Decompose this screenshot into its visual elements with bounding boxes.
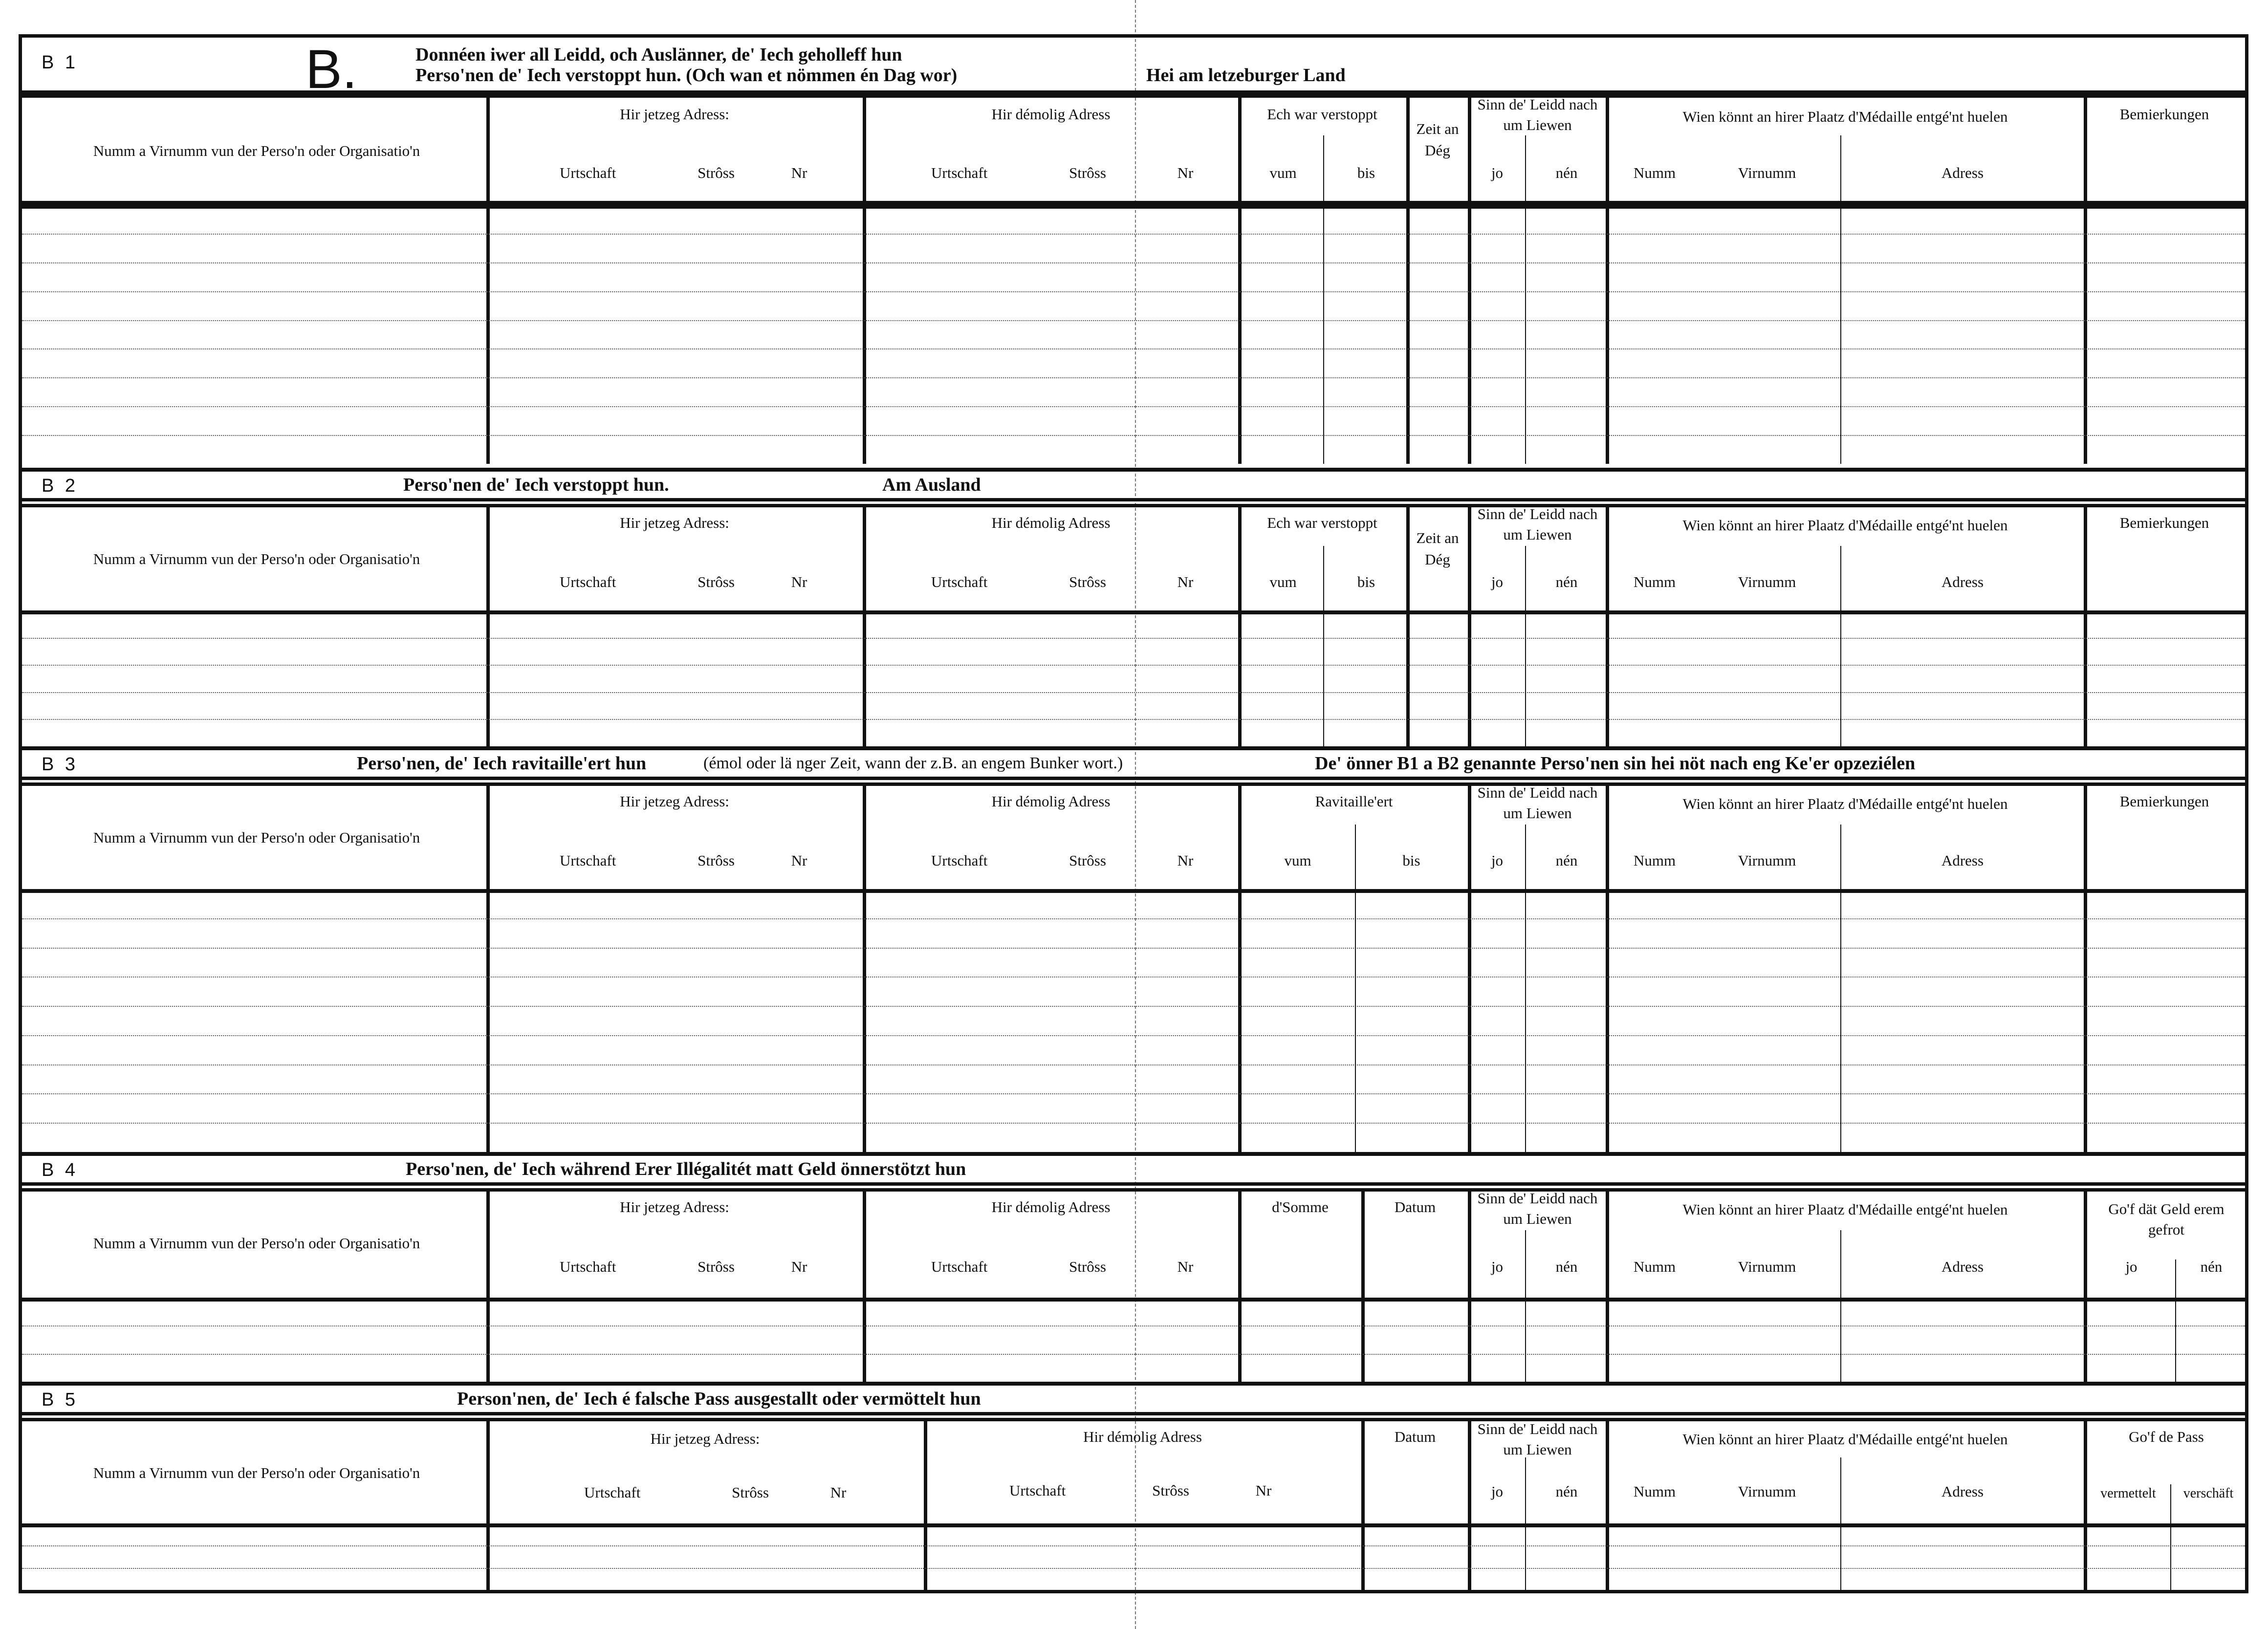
b4-entry-line [22, 1354, 2245, 1355]
b5-current-address-header: Hir jetzeg Adress: [650, 1430, 760, 1447]
b3-nr-label: Nr [791, 852, 807, 869]
b1-column-rule [486, 94, 490, 464]
b5-virnumm-adress-divider [1840, 1457, 1841, 1590]
b2-header-top-rule [22, 504, 2245, 507]
section-b2-title-bar [22, 468, 2245, 501]
b3-column-rule [1468, 782, 1471, 1152]
b4-urtschaft-label: Urtschaft [560, 1258, 616, 1275]
b1-urtschaft-label: Urtschaft [560, 164, 616, 181]
b2-column-rule [2084, 504, 2087, 746]
b3-nr-label-2: Nr [1177, 852, 1194, 869]
b5-medal-header: Wien könnt an hirer Plaatz d'Médaille entgé'nt huelen [1682, 1431, 2008, 1448]
b1-jo-label: jo [1491, 164, 1504, 181]
b1-entry-line [22, 377, 2245, 378]
b4-geld-jo-nen-divider [2175, 1260, 2176, 1382]
b1-virnumm-adress-divider [1840, 135, 1841, 464]
b1-adress-label: Adress [1941, 164, 1984, 181]
b3-column-rule [1238, 782, 1242, 1152]
b4-nr-label-2: Nr [1177, 1258, 1194, 1275]
b3-entry-line [22, 1006, 2245, 1007]
b4-sinn-header: Sinn de' Leidd nach um Liewen [1477, 1190, 1598, 1227]
b5-stross-label: Strôss [732, 1484, 769, 1501]
b2-medal-header: Wien könnt an hirer Plaatz d'Médaille entgé'nt huelen [1682, 517, 2008, 534]
b3-virnumm-adress-divider [1840, 825, 1841, 1152]
b2-entry-line [22, 692, 2245, 693]
b1-nen-label: nén [1555, 164, 1578, 181]
b2-numm-label: Numm [1633, 573, 1676, 590]
b1-jo-nen-divider [1525, 135, 1526, 464]
b1-header-top-rule [22, 94, 2245, 98]
section-b1-body [22, 205, 2245, 464]
b1-name-column-header: Numm a Virnumm vun der Perso'n oder Organisatio'n [93, 142, 420, 159]
b1-column-rule [863, 94, 866, 464]
b4-current-address-header: Hir jetzeg Adress: [620, 1198, 729, 1216]
b3-medal-header: Wien könnt an hirer Plaatz d'Médaille entgé'nt huelen [1682, 795, 2008, 812]
b4-entry-line [22, 1325, 2245, 1326]
section-b1-title-line1: Donnéen iwer all Leidd, och Auslänner, de' Iech geholleff hun [415, 44, 902, 65]
b1-column-rule [2084, 94, 2087, 464]
b1-current-address-header: Hir jetzeg Adress: [620, 106, 729, 123]
b1-column-rule [1238, 94, 1242, 464]
section-b4-id: B 4 [42, 1160, 79, 1180]
b5-stross-label-2: Strôss [1152, 1482, 1189, 1499]
section-b1-id: B 1 [42, 52, 79, 73]
b5-adress-label: Adress [1941, 1483, 1984, 1500]
b3-urtschaft-label-2: Urtschaft [931, 852, 988, 869]
b3-vum-label: vum [1284, 852, 1311, 869]
b3-column-rule [863, 782, 866, 1152]
b5-jo-label: jo [1491, 1483, 1504, 1500]
b4-header-top-rule [22, 1188, 2245, 1192]
b1-nr-label: Nr [791, 164, 807, 181]
b4-numm-label: Numm [1633, 1258, 1676, 1275]
b2-column-rule [1606, 504, 1609, 746]
b4-column-rule [1606, 1188, 1609, 1382]
b3-urtschaft-label: Urtschaft [560, 852, 616, 869]
b1-entry-line [22, 291, 2245, 292]
b2-adress-label: Adress [1941, 573, 1984, 590]
b4-jo-label: jo [1491, 1258, 1504, 1275]
b4-geld-nen-label: nén [2200, 1258, 2223, 1275]
b2-jo-label: jo [1491, 573, 1504, 590]
b4-datum-header: Datum [1394, 1198, 1436, 1216]
b4-stross-label: Strôss [698, 1258, 735, 1275]
b3-former-address-header: Hir démolig Adress [991, 793, 1111, 810]
b3-entry-line [22, 1093, 2245, 1094]
b2-vum-bis-divider [1323, 546, 1324, 746]
b2-entry-line [22, 719, 2245, 720]
b5-nr-label-2: Nr [1255, 1482, 1272, 1499]
section-b4-title: Perso'nen, de' Iech während Erer Illégalitét matt Geld önnerstötzt hun [406, 1159, 966, 1179]
b5-column-rule [924, 1418, 927, 1590]
b1-column-rule [1468, 94, 1471, 464]
b3-ravitailleert-header: Ravitaille'ert [1315, 793, 1393, 810]
b4-urtschaft-label-2: Urtschaft [931, 1258, 988, 1275]
section-b3-title-a: Perso'nen, de' Iech ravitaille'ert hun [357, 753, 647, 774]
b2-nr-label: Nr [791, 573, 807, 590]
b4-column-rule [863, 1188, 866, 1382]
b3-bemierkungen-header: Bemierkungen [2119, 793, 2209, 810]
b2-bis-label: bis [1357, 573, 1375, 590]
section-b2-subtitle: Am Ausland [882, 475, 981, 495]
b5-pass-divider [2170, 1484, 2171, 1590]
b2-entry-line [22, 665, 2245, 666]
section-b5-title-bar [22, 1382, 2245, 1415]
b1-entry-line [22, 348, 2245, 349]
b1-entry-line [22, 234, 2245, 235]
b2-stross-label: Strôss [698, 573, 735, 590]
b2-nen-label: nén [1555, 573, 1578, 590]
section-b1 [22, 38, 2245, 468]
b1-column-rule [1406, 94, 1410, 464]
b5-column-rule [486, 1418, 490, 1590]
b3-column-rule [2084, 782, 2087, 1152]
b3-column-rule [1606, 782, 1609, 1152]
b5-urtschaft-label: Urtschaft [584, 1484, 641, 1501]
b5-header-bottom-rule [22, 1523, 2245, 1527]
b5-entry-line [22, 1545, 2245, 1546]
b1-entry-line [22, 435, 2245, 436]
b2-nr-label-2: Nr [1177, 573, 1194, 590]
b4-column-rule [1468, 1188, 1471, 1382]
b5-datum-header: Datum [1394, 1428, 1436, 1445]
section-b3-id: B 3 [42, 754, 79, 775]
b1-sinn-header: Sinn de' Leidd nach um Liewen [1477, 96, 1598, 133]
b1-bis-label: bis [1357, 164, 1375, 181]
section-b1-title-bar [22, 38, 2245, 100]
b2-stross-label-2: Strôss [1069, 573, 1106, 590]
b5-nen-label: nén [1555, 1483, 1578, 1500]
section-b2-id: B 2 [42, 476, 79, 496]
b1-vum-bis-divider [1323, 135, 1324, 464]
b4-column-rule [1361, 1188, 1365, 1382]
section-b2-title: Perso'nen de' Iech verstoppt hun. [403, 475, 669, 495]
b1-entry-line [22, 406, 2245, 407]
b1-vum-label: vum [1269, 164, 1297, 181]
b2-urtschaft-label-2: Urtschaft [931, 573, 988, 590]
b3-jo-label: jo [1491, 852, 1504, 869]
b3-header-bottom-rule [22, 889, 2245, 893]
b1-column-rule [1606, 94, 1609, 464]
section-b1-title-location: Hei am letzeburger Land [1146, 65, 1346, 86]
b4-name-column-header: Numm a Virnumm vun der Perso'n oder Organisatio'n [93, 1235, 420, 1252]
b4-virnumm-label: Virnumm [1738, 1258, 1796, 1275]
b2-entry-line [22, 638, 2245, 639]
b3-virnumm-label: Virnumm [1738, 852, 1796, 869]
b1-nr-label-2: Nr [1177, 164, 1194, 181]
b2-column-rule [863, 504, 866, 746]
b5-virnumm-label: Virnumm [1738, 1483, 1796, 1500]
b1-virnumm-label: Virnumm [1738, 164, 1796, 181]
b2-header-bottom-rule [22, 610, 2245, 614]
section-b3-title-bar [22, 746, 2245, 780]
b5-sinn-header: Sinn de' Leidd nach um Liewen [1477, 1420, 1598, 1458]
section-b3-title-c: De' önner B1 a B2 genannte Perso'nen sin hei nöt nach eng Ke'er opzeziélen [1315, 753, 1916, 774]
b3-adress-label: Adress [1941, 852, 1984, 869]
section-b3-title-b: (émol oder lä nger Zeit, wann der z.B. an engem Bunker wort.) [703, 754, 1123, 772]
b2-virnumm-label: Virnumm [1738, 573, 1796, 590]
b3-vum-bis-divider [1355, 825, 1356, 1152]
b2-sinn-header: Sinn de' Leidd nach um Liewen [1477, 505, 1598, 543]
section-b4-title-bar [22, 1152, 2245, 1186]
b3-column-rule [486, 782, 490, 1152]
b3-jo-nen-divider [1525, 825, 1526, 1152]
b1-former-address-header: Hir démolig Adress [991, 106, 1111, 123]
b4-jo-nen-divider [1525, 1230, 1526, 1382]
b2-column-rule [486, 504, 490, 746]
b1-urtschaft-label-2: Urtschaft [931, 164, 988, 181]
b3-header-top-rule [22, 782, 2245, 786]
b1-header-bottom-rule [22, 205, 2245, 209]
b2-virnumm-adress-divider [1840, 546, 1841, 746]
b3-nen-label: nén [1555, 852, 1578, 869]
b2-name-column-header: Numm a Virnumm vun der Perso'n oder Organisatio'n [93, 550, 420, 567]
b2-current-address-header: Hir jetzeg Adress: [620, 514, 729, 531]
b5-verschaft-label: verschäft [2183, 1486, 2234, 1501]
b4-column-rule [2084, 1188, 2087, 1382]
b5-numm-label: Numm [1633, 1483, 1676, 1500]
b1-bemierkungen-header: Bemierkungen [2119, 106, 2209, 123]
form-part-letter: B. [305, 39, 357, 100]
b3-entry-line [22, 1035, 2245, 1036]
b3-numm-label: Numm [1633, 852, 1676, 869]
b3-stross-label: Strôss [698, 852, 735, 869]
b5-header-top-rule [22, 1418, 2245, 1421]
section-b1-title-line2: Perso'nen de' Iech verstoppt hun. (Och wan et nömmen én Dag wor) [415, 65, 958, 86]
b1-entry-line [22, 262, 2245, 263]
b1-entry-line [22, 320, 2245, 321]
b2-column-rule [1238, 504, 1242, 746]
section-b5-title: Person'nen, de' Iech é falsche Pass ausgestallt oder vermöttelt hun [457, 1389, 981, 1409]
b4-nen-label: nén [1555, 1258, 1578, 1275]
b5-nr-label: Nr [830, 1484, 847, 1501]
b3-current-address-header: Hir jetzeg Adress: [620, 793, 729, 810]
b4-geld-jo-label: jo [2125, 1258, 2137, 1275]
b4-column-rule [486, 1188, 490, 1382]
b5-former-address-header: Hir démolig Adress [1083, 1428, 1202, 1445]
b1-numm-label: Numm [1633, 164, 1676, 181]
b5-entry-line [22, 1568, 2245, 1569]
b4-medal-header: Wien könnt an hirer Plaatz d'Médaille entgé'nt huelen [1682, 1201, 2008, 1218]
b4-adress-label: Adress [1941, 1258, 1984, 1275]
b4-virnumm-adress-divider [1840, 1230, 1841, 1382]
b4-somme-header: d'Somme [1272, 1198, 1329, 1216]
b4-stross-label-2: Strôss [1069, 1258, 1106, 1275]
b2-vum-label: vum [1269, 573, 1297, 590]
b5-jo-nen-divider [1525, 1457, 1526, 1590]
b5-pass-header: Go'f de Pass [2129, 1428, 2204, 1445]
b5-vermettelt-label: vermettelt [2100, 1486, 2156, 1501]
section-b5-id: B 5 [42, 1390, 79, 1410]
b3-entry-line [22, 1064, 2245, 1065]
b3-entry-line [22, 1123, 2245, 1124]
b4-header-bottom-rule [22, 1298, 2245, 1302]
b2-column-rule [1468, 504, 1471, 746]
b4-nr-label: Nr [791, 1258, 807, 1275]
b1-medal-header: Wien könnt an hirer Plaatz d'Médaille entgé'nt huelen [1682, 108, 2008, 125]
b2-column-rule [1406, 504, 1410, 746]
b3-name-column-header: Numm a Virnumm vun der Perso'n oder Organisatio'n [93, 829, 420, 846]
form-page [19, 34, 2248, 1593]
b1-zeit-header: Zeit an Dég [1416, 120, 1459, 159]
b3-entry-line [22, 948, 2245, 949]
b1-stross-label: Strôss [698, 164, 735, 181]
b5-column-rule [1606, 1418, 1609, 1590]
b5-column-rule [1361, 1418, 1365, 1590]
b2-hidden-header: Ech war verstoppt [1267, 514, 1377, 531]
b2-urtschaft-label: Urtschaft [560, 573, 616, 590]
b2-zeit-header: Zeit an Dég [1416, 529, 1459, 568]
b4-geld-header: Go'f dät Geld erem gefrot [2108, 1200, 2224, 1238]
b5-urtschaft-label-2: Urtschaft [1009, 1482, 1066, 1499]
b4-column-rule [1238, 1188, 1242, 1382]
b5-column-rule [1468, 1418, 1471, 1590]
b2-bemierkungen-header: Bemierkungen [2119, 514, 2209, 531]
b5-column-rule [2084, 1418, 2087, 1590]
b3-stross-label-2: Strôss [1069, 852, 1106, 869]
b3-bis-label: bis [1402, 852, 1420, 869]
b2-jo-nen-divider [1525, 546, 1526, 746]
b3-entry-line [22, 918, 2245, 919]
b1-stross-label-2: Strôss [1069, 164, 1106, 181]
b3-sinn-header: Sinn de' Leidd nach um Liewen [1477, 784, 1598, 822]
section-b2 [22, 468, 2245, 746]
b2-former-address-header: Hir démolig Adress [991, 514, 1111, 531]
b4-former-address-header: Hir démolig Adress [991, 1198, 1111, 1216]
b1-hidden-header: Ech war verstoppt [1267, 106, 1377, 123]
b5-name-column-header: Numm a Virnumm vun der Perso'n oder Organisatio'n [93, 1464, 420, 1481]
